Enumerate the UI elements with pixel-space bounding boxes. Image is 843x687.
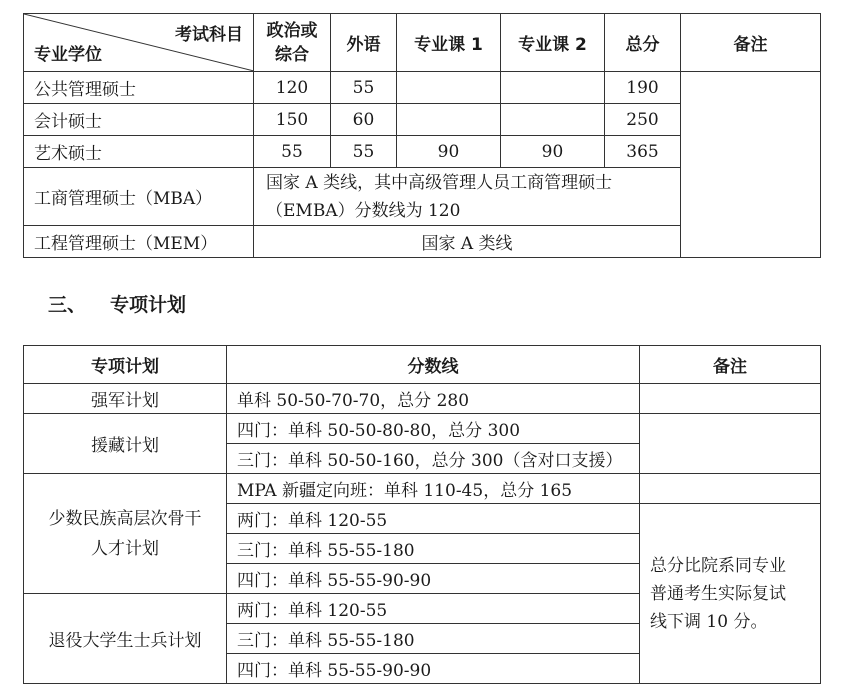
section-heading	[48, 290, 186, 317]
note-line: 普通考生实际复试	[650, 583, 786, 604]
header-remarks: 备注	[681, 14, 821, 72]
table-row	[24, 414, 821, 444]
score-line: 两门：单科 120-55	[227, 504, 640, 534]
remarks-cell	[640, 474, 821, 504]
header-total: 总分	[605, 14, 681, 72]
score-cell	[397, 104, 501, 136]
score-cell: 55	[254, 136, 331, 168]
corner-label-subjects: 考试科目	[175, 25, 243, 45]
score-line: 四门：单科 55-55-90-90	[227, 564, 640, 594]
score-line: 三门：单科 55-55-180	[227, 624, 640, 654]
total-cell: 250	[605, 104, 681, 136]
table-row	[24, 474, 821, 504]
mem-score-cell: 国家 A 类线	[254, 226, 681, 258]
plan-name: 退役大学生士兵计划	[24, 594, 227, 684]
score-cell: 90	[501, 136, 605, 168]
degree-name: 工程管理硕士（MEM）	[24, 226, 254, 258]
score-table-professional-degrees	[23, 13, 821, 258]
score-cell	[397, 72, 501, 104]
table-row	[24, 72, 821, 104]
plan-name: 援藏计划	[24, 414, 227, 474]
score-line: 两门：单科 120-55	[227, 594, 640, 624]
score-line: MPA 新疆定向班：单科 110-45，总分 165	[227, 474, 640, 504]
score-cell	[501, 72, 605, 104]
total-cell: 190	[605, 72, 681, 104]
mba-score-cell	[254, 168, 681, 226]
note-line: 线下调 10 分。	[650, 611, 768, 632]
score-cell: 60	[331, 104, 397, 136]
special-plan-table	[23, 345, 821, 684]
score-cell: 90	[397, 136, 501, 168]
score-cell: 55	[331, 72, 397, 104]
header-major-1: 专业课 1	[397, 14, 501, 72]
total-cell: 365	[605, 136, 681, 168]
score-line: 四门：单科 50-50-80-80，总分 300	[227, 414, 640, 444]
score-line: 四门：单科 55-55-90-90	[227, 654, 640, 684]
note-line: 总分比院系同专业	[650, 555, 786, 576]
remarks-cell	[640, 414, 821, 474]
degree-name: 公共管理硕士	[24, 72, 254, 104]
score-line: 三门：单科 50-50-160，总分 300（含对口支援）	[227, 444, 640, 474]
plan-name	[24, 474, 227, 594]
remarks-cell	[640, 384, 821, 414]
header-score-line: 分数线	[227, 346, 640, 384]
header-politics: 政治或 综合	[254, 14, 331, 72]
score-cell: 150	[254, 104, 331, 136]
score-cell: 120	[254, 72, 331, 104]
degree-name: 工商管理硕士（MBA）	[24, 168, 254, 226]
score-cell: 55	[331, 136, 397, 168]
score-cell	[501, 104, 605, 136]
header-remarks: 备注	[640, 346, 821, 384]
remarks-cell	[681, 72, 821, 258]
section-number: 三、	[48, 294, 87, 316]
degree-name: 会计硕士	[24, 104, 254, 136]
table-row	[24, 384, 821, 414]
header-plan: 专项计划	[24, 346, 227, 384]
plan-name: 强军计划	[24, 384, 227, 414]
header-foreign-language: 外语	[331, 14, 397, 72]
mba-score-line: （EMBA）分数线为 120	[266, 200, 461, 221]
section-title: 专项计划	[110, 294, 187, 316]
score-line: 三门：单科 55-55-180	[227, 534, 640, 564]
degree-name: 艺术硕士	[24, 136, 254, 168]
mba-score-line: 国家 A 类线，其中高级管理人员工商管理硕士	[266, 172, 613, 193]
corner-label-degree: 专业学位	[34, 45, 102, 65]
remarks-note	[640, 504, 821, 684]
header-major-2: 专业课 2	[501, 14, 605, 72]
plan-name-line: 人才计划	[91, 538, 159, 559]
score-line: 单科 50-50-70-70，总分 280	[227, 384, 640, 414]
plan-name-line: 少数民族高层次骨干	[48, 508, 202, 529]
corner-header-cell	[24, 14, 254, 72]
